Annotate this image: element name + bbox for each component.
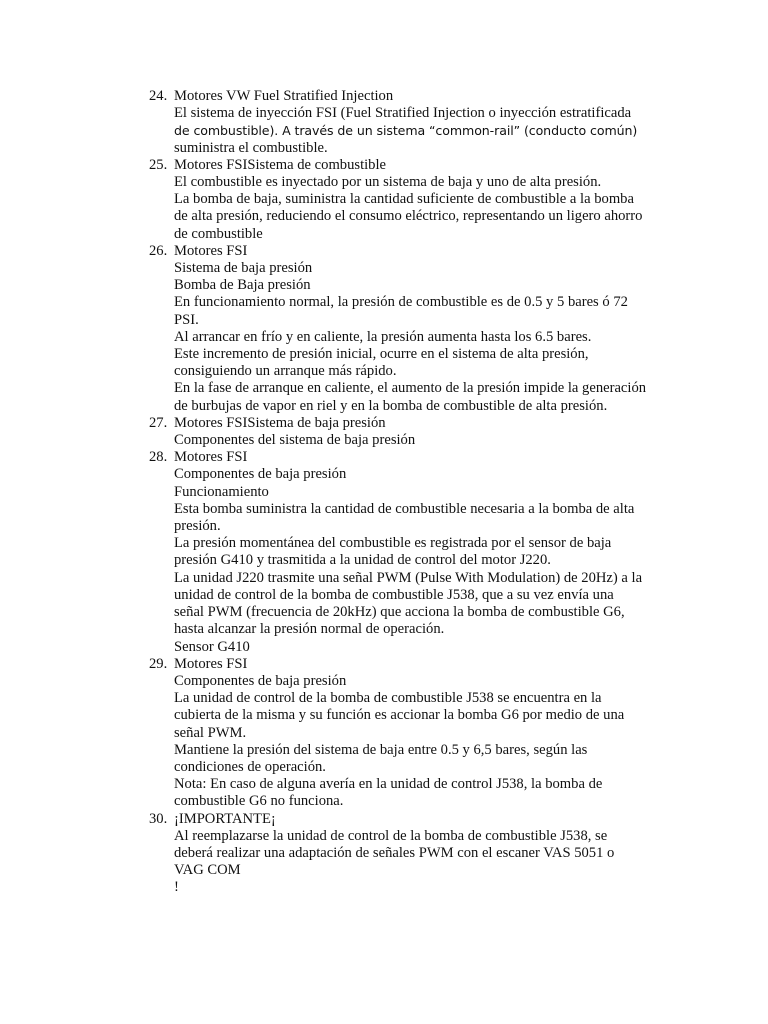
text-line: presión G410 y trasmitida a la unidad de control del motor J220. xyxy=(174,552,551,569)
item-heading: Motores FSISistema de combustible xyxy=(174,156,387,173)
text-line: Este incremento de presión inicial, ocurre en el sistema de alta presión, xyxy=(174,346,589,363)
text-line: Componentes de baja presión xyxy=(174,672,347,689)
list-item-27 xyxy=(0,415,674,449)
text-line: de alta presión, reduciendo el consumo eléctrico, representando un ligero ahorro xyxy=(174,208,643,225)
text-line: unidad de control de la bomba de combustible J538, que a su vez envía una xyxy=(174,586,614,603)
text-line: Sistema de baja presión xyxy=(174,260,313,277)
text-line: consiguiendo un arranque más rápido. xyxy=(174,363,397,380)
text-line: deberá realizar una adaptación de señales PWM con el escaner VAS 5051 o xyxy=(174,844,615,861)
text-line: Nota: En caso de alguna avería en la unidad de control J538, la bomba de xyxy=(174,776,603,793)
text-line: Sensor G410 xyxy=(174,638,250,655)
text-line: de burbujas de vapor en riel y en la bomba de combustible de alta presión. xyxy=(174,397,608,414)
item-heading: Motores VW Fuel Stratified Injection xyxy=(174,88,394,104)
text-line: La unidad de control de la bomba de combustible J538 se encuentra en la xyxy=(174,690,602,707)
text-line: Funcionamiento xyxy=(174,483,269,500)
list-item-26 xyxy=(0,243,674,415)
text-line: La bomba de baja, suministra la cantidad suficiente de combustible a la bomba xyxy=(174,191,634,208)
text-line: ! xyxy=(174,879,179,896)
text-line: hasta alcanzar la presión normal de operación. xyxy=(174,621,445,638)
text-line: Al arrancar en frío y en caliente, la presión aumenta hasta los 6.5 bares. xyxy=(174,328,592,345)
item-heading: Motores FSISistema de baja presión xyxy=(174,414,386,431)
list-item-29 xyxy=(0,656,674,811)
list-item-28 xyxy=(0,449,674,655)
text-line: suministra el combustible. xyxy=(174,139,328,156)
item-heading: Motores FSI xyxy=(174,449,248,466)
text-line: En funcionamiento normal, la presión de combustible es de 0.5 y 5 bares ó 72 xyxy=(174,294,628,311)
text-line: condiciones de operación. xyxy=(174,758,326,775)
text-line: Bomba de Baja presión xyxy=(174,277,311,294)
item-heading: Motores FSI xyxy=(174,655,248,672)
list-item-30 xyxy=(0,811,674,897)
text-line: señal PWM. xyxy=(174,724,247,741)
text-line: PSI. xyxy=(174,311,199,328)
item-heading: Motores FSI xyxy=(174,242,248,259)
item-number: 30. xyxy=(149,810,168,827)
text-line: Mantiene la presión del sistema de baja entre 0.5 y 6,5 bares, según las xyxy=(174,741,588,758)
item-number: 25. xyxy=(149,156,168,173)
list-item-24 xyxy=(0,88,674,157)
text-line: presión. xyxy=(174,518,221,535)
text-line: cubierta de la misma y su función es accionar la bomba G6 por medio de una xyxy=(174,707,625,724)
document-page xyxy=(0,88,768,897)
text-line: La unidad J220 trasmite una señal PWM (Pulse With Modulation) de 20Hz) a la xyxy=(174,569,643,586)
item-number: 24. xyxy=(149,88,168,104)
text-line: La presión momentánea del combustible es registrada por el sensor de baja xyxy=(174,535,612,552)
item-number: 28. xyxy=(149,449,168,466)
text-line: de combustible). A través de un sistema “common-rail” (conducto común) xyxy=(174,123,638,139)
text-line: señal PWM (frecuencia de 20kHz) que acciona la bomba de combustible G6, xyxy=(174,604,625,621)
text-line: VAG COM xyxy=(174,862,241,879)
text-line: Componentes del sistema de baja presión xyxy=(174,432,416,449)
item-number: 26. xyxy=(149,242,168,259)
item-heading: ¡IMPORTANTE¡ xyxy=(174,810,276,827)
text-line: En la fase de arranque en caliente, el aumento de la presión impide la generación xyxy=(174,380,647,397)
text-line: de combustible xyxy=(174,225,263,242)
text-line: Al reemplazarse la unidad de control de la bomba de combustible J538, se xyxy=(174,827,608,844)
text-line: Componentes de baja presión xyxy=(174,466,347,483)
item-number: 29. xyxy=(149,655,168,672)
list-item-25 xyxy=(0,157,674,243)
item-number: 27. xyxy=(149,414,168,431)
text-line: Esta bomba suministra la cantidad de combustible necesaria a la bomba de alta xyxy=(174,500,635,517)
text-line: combustible G6 no funciona. xyxy=(174,793,344,810)
text-line: El combustible es inyectado por un sistema de baja y uno de alta presión. xyxy=(174,174,602,191)
text-line: El sistema de inyección FSI (Fuel Stratified Injection o inyección estratificada xyxy=(174,105,632,122)
